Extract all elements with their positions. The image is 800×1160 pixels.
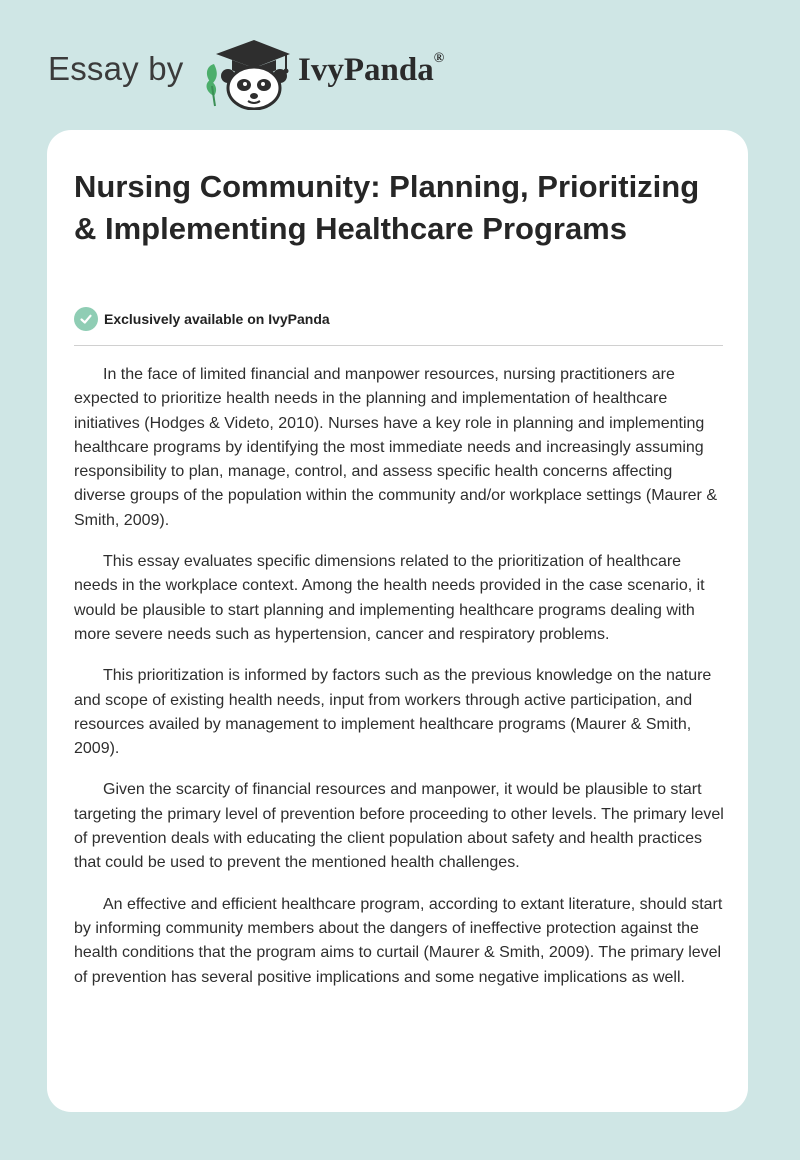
leaf-icon (207, 64, 217, 106)
paragraph: In the face of limited financial and manpower resources, nursing practitioners are expected to prioritize health needs in the planning and implementation of healthcare initiatives (Hodges & Videto, 2010). Nurses have a key role in planning and implementing healthcare programs by identifying the most immediate needs and increasingly assuming responsibility to plan, manage, control, and assess specific health concerns affecting diverse groups of the population within the community and/or workplace settings (Maurer & Smith, 2009). (74, 366, 717, 529)
panda-face-icon (221, 67, 287, 109)
paragraph: This prioritization is informed by factors such as the previous knowledge on the nature and scope of existing health needs, input from workers through active participation, and resources availed by management to implement healthcare programs (Maurer & Smith, 2009). (74, 667, 712, 758)
title-divider (74, 345, 723, 346)
panda-logo-icon[interactable] (200, 36, 292, 110)
essay-by-label: Essay by (48, 50, 184, 87)
site-header (0, 0, 800, 125)
paragraph: Given the scarcity of financial resources and manpower, it would be plausible to start targeting the primary level of prevention before proceeding to other levels. The primary level of prevention deals with educating the client population about safety and health practices that could be used to prevent the mentioned health challenges. (74, 781, 724, 872)
brand-label: IvyPanda (298, 52, 434, 88)
check-circle-icon (74, 307, 98, 331)
page-title: Nursing Community: Planning, Prioritizing & Implementing Healthcare Programs (74, 169, 700, 246)
paragraph: This essay evaluates specific dimensions related to the prioritization of healthcare needs in the workplace context. Among the health needs provided in the case scenario, it would be plausible to start planning and implementing healthcare programs dealing with more severe needs such as hypertension, cancer and respiratory problems. (74, 553, 705, 643)
exclusive-badge-label: Exclusively available on IvyPanda (104, 311, 330, 327)
brand-name[interactable] (298, 52, 444, 89)
trademark-symbol: ® (433, 51, 445, 66)
essay-body (74, 363, 724, 1007)
essay-card (47, 130, 748, 1112)
exclusive-badge (74, 306, 330, 332)
paragraph: An effective and efficient healthcare program, according to extant literature, should start by informing community members about the dangers of ineffective protection against the health conditions that the program aims to curtail (Maurer & Smith, 2009). The primary level of prevention has several positive implications and some negative implications as well. (74, 895, 723, 986)
